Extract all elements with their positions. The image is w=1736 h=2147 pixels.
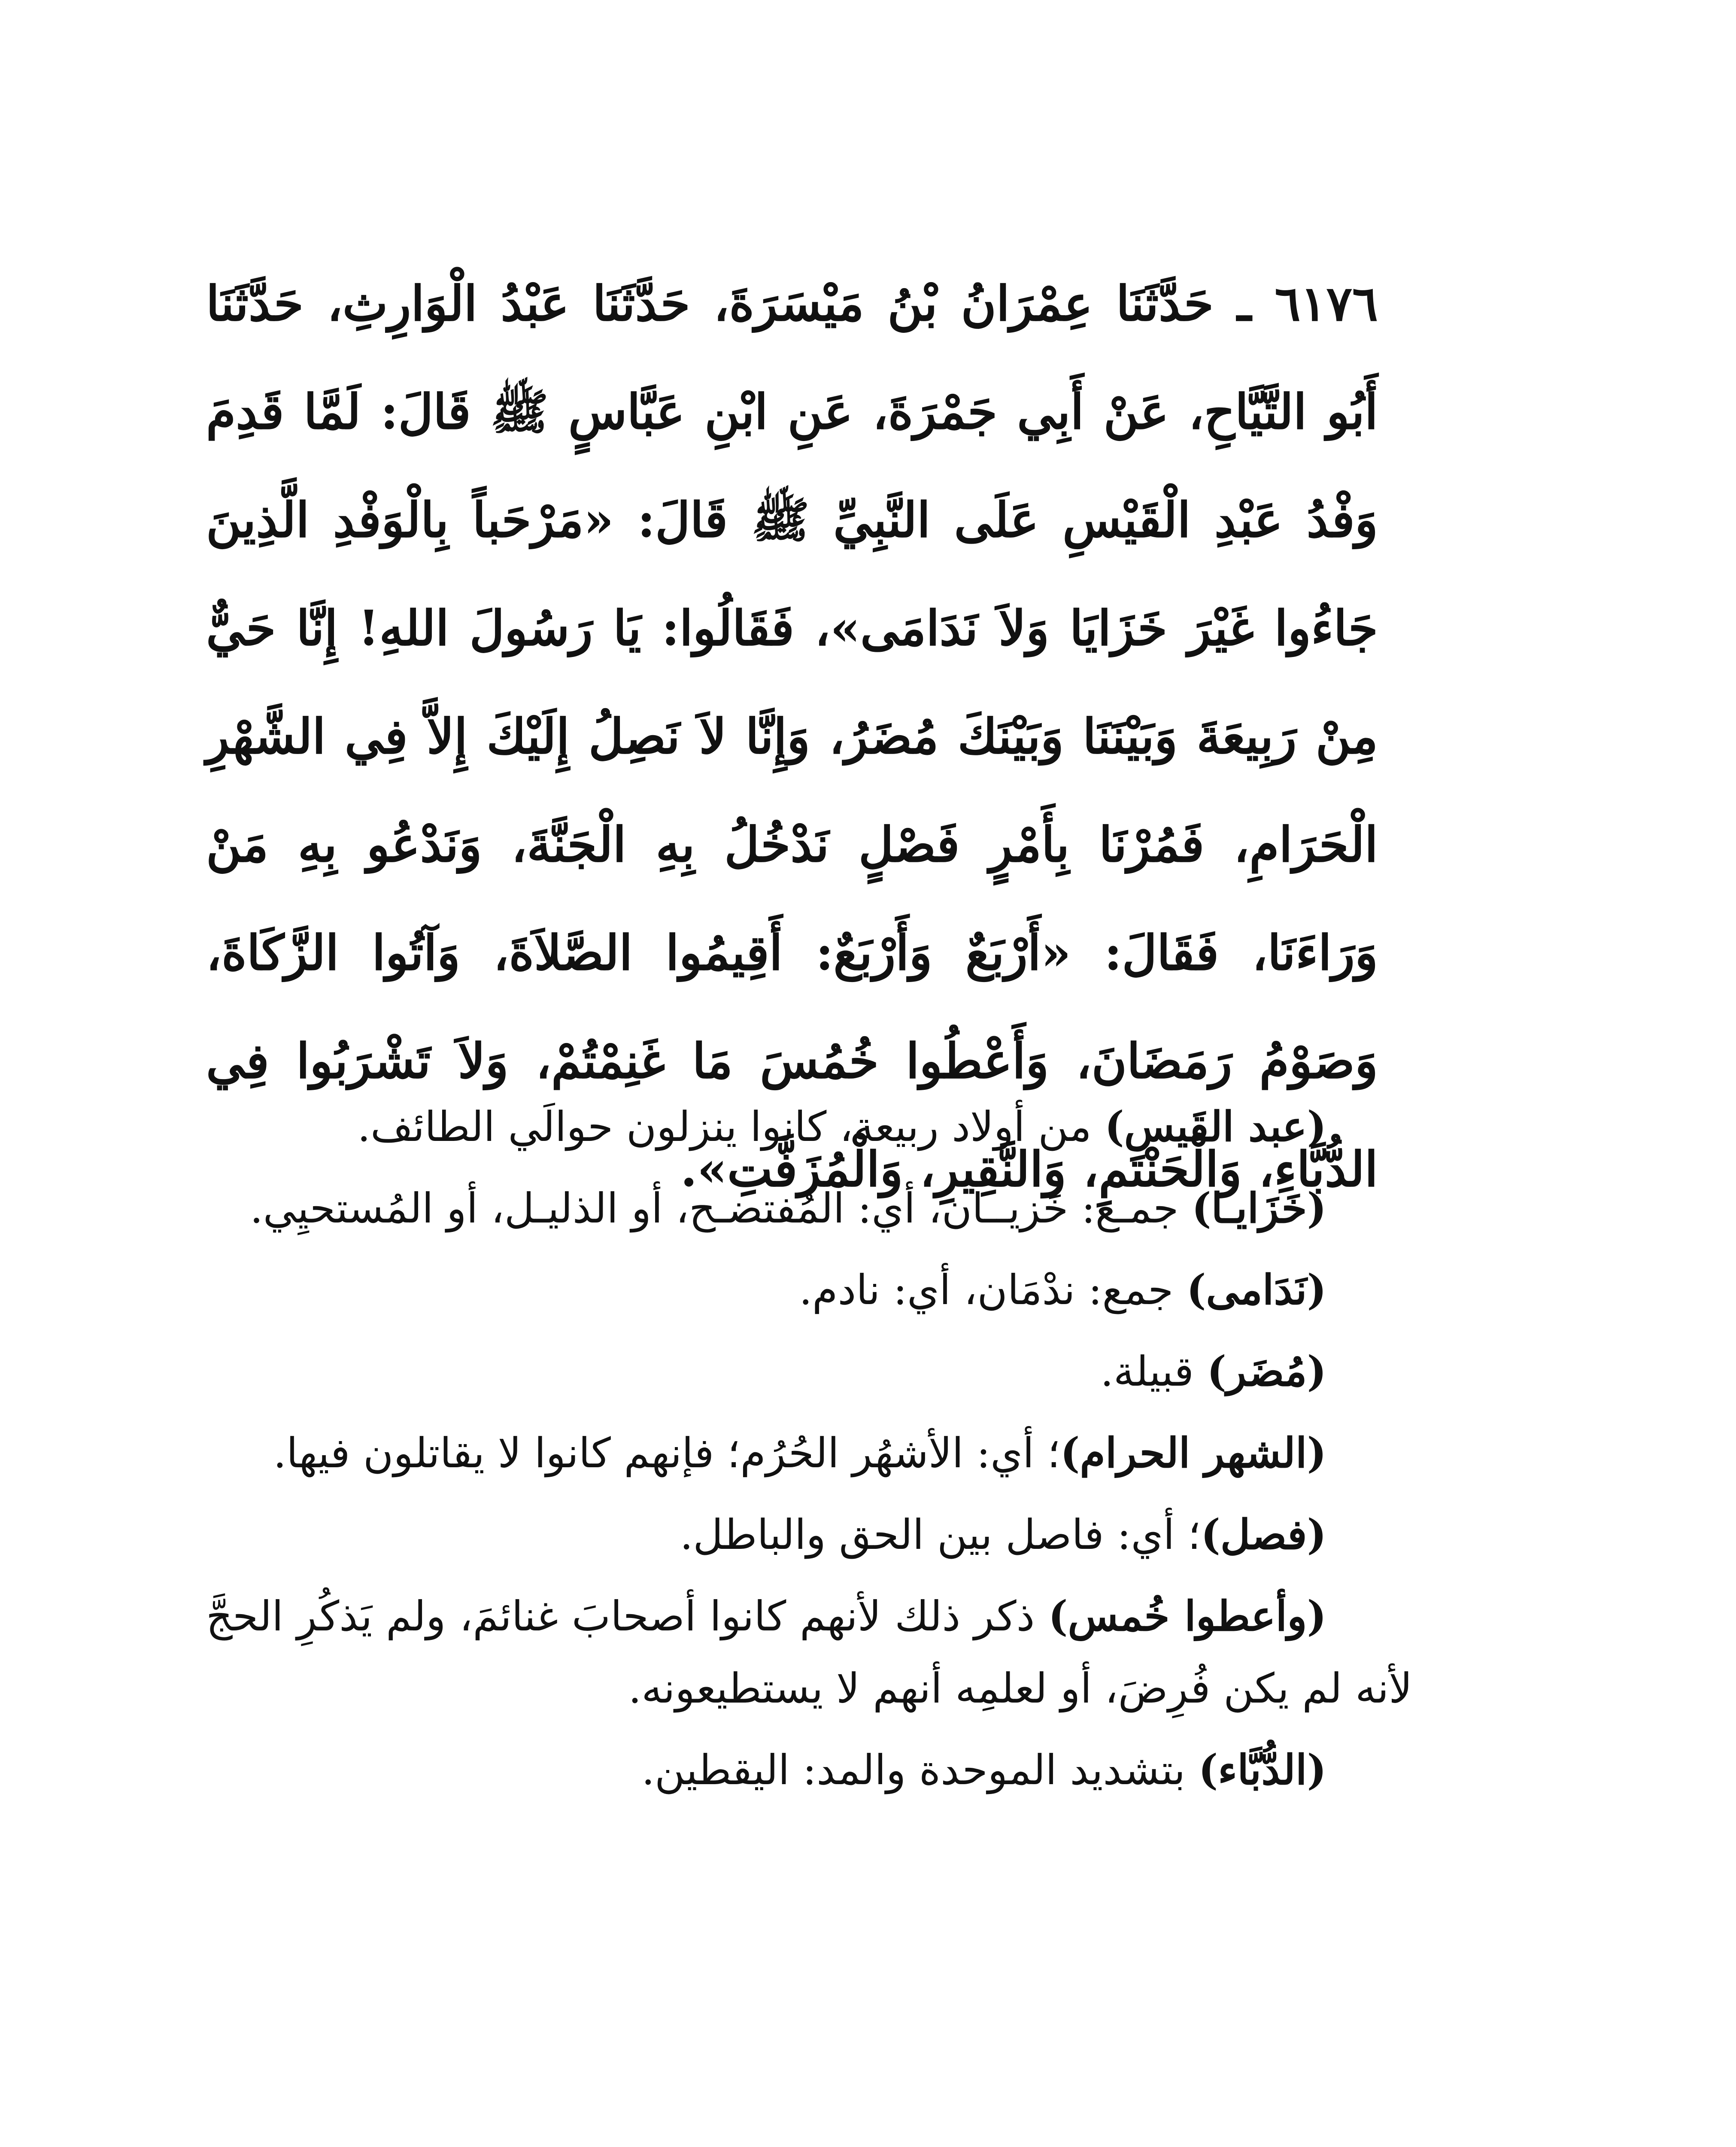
note-text: جمـع: خَزيــان، أي: المُفتضـح، أو الذليـل، أو المُستحيِي.: [250, 1184, 1192, 1232]
note-text: جمع: ندْمَان، أي: نادم.: [799, 1266, 1187, 1314]
note-nadama: [206, 1254, 1412, 1326]
note-term: (الشهر الحرام): [1060, 1429, 1326, 1477]
note-khumus: [206, 1580, 1412, 1724]
note-term: (فصل): [1201, 1510, 1326, 1559]
note-text: بتشديد الموحدة والمد: اليقطين.: [641, 1746, 1199, 1794]
note-term: (عبد القَيس): [1105, 1102, 1326, 1151]
note-text: قبيلة.: [1100, 1347, 1207, 1396]
explanatory-notes: [206, 1091, 1412, 1816]
note-fasl: [206, 1499, 1412, 1571]
note-text: ؛ أي: فاصل بين الحق والباطل.: [680, 1511, 1201, 1559]
note-mudar: [206, 1335, 1412, 1408]
note-text: ذكر ذلك لأنهم كانوا أصحابَ غنائمَ، ولم يَذكُرِ الحجَّ لأنه لم يكن فُرِضَ، أو لعلمِه أنهم لا يستطيعونه.: [206, 1592, 1412, 1712]
note-khazaya: [206, 1172, 1412, 1244]
note-sacred-month: [206, 1417, 1412, 1489]
note-term: (الدُّبَّاء): [1198, 1746, 1326, 1794]
note-dubba: [206, 1734, 1412, 1806]
note-term: (مُضَر): [1207, 1347, 1326, 1396]
note-abd-al-qays: [206, 1091, 1412, 1163]
note-term: (نَدَامى): [1186, 1265, 1326, 1314]
note-text: من أولاد ربيعة، كانوا ينزلون حوالَي الطائف.: [357, 1103, 1105, 1151]
note-term: (خَزَايـا): [1192, 1184, 1326, 1232]
hadith-text: ٦١٧٦ ـ حَدَّثَنَا عِمْرَانُ بْنُ مَيْسَرَةَ، حَدَّثَنَا عَبْدُ الْوَارِثِ، حَدَّثَنَا أَبُو التَّيَّاحِ، عَنْ أَبِي جَمْرَةَ، عَنِ ابْنِ عَبَّاسٍ ﷺ قَالَ: لَمَّا قَدِمَ وَفْدُ عَبْدِ الْقَيْسِ عَلَى النَّبِيِّ ﷺ قَالَ: «مَرْحَباً بِالْوَفْدِ الَّذِينَ جَاءُوا غَيْرَ خَزَايَا وَلاَ نَدَامَى»، فَقَالُوا: يَا رَسُولَ اللهِ! إِنَّا حَيٌّ مِنْ رَبِيعَةَ وَبَيْنَنَا وَبَيْنَكَ مُضَرُ، وَإِنَّا لاَ نَصِلُ إِلَيْكَ إِلاَّ فِي الشَّهْرِ الْحَرَامِ، فَمُرْنَا بِأَمْرٍ فَصْلٍ نَدْخُلُ بِهِ الْجَنَّةَ، وَنَدْعُو بِهِ مَنْ وَرَاءَنَا، فَقَالَ: «أَرْبَعٌ وَأَرْبَعٌ: أَقِيمُوا الصَّلاَةَ، وَآتُوا الزَّكَاةَ، وَصَوْمُ رَمَضَانَ، وَأَعْطُوا خُمُسَ مَا غَنِمْتُمْ، وَلاَ تَشْرَبُوا فِي الدُّبَّاءِ، وَالْحَنْتَمِ، وَالنَّقِيرِ، وَالْمُزَفَّتِ».: [206, 276, 1378, 1198]
note-term: (وأعطوا خُمس): [1048, 1592, 1326, 1640]
note-text: ؛ أي: الأشهُر الحُرُم؛ فإنهم كانوا لا يقاتلون فيها.: [273, 1429, 1060, 1477]
